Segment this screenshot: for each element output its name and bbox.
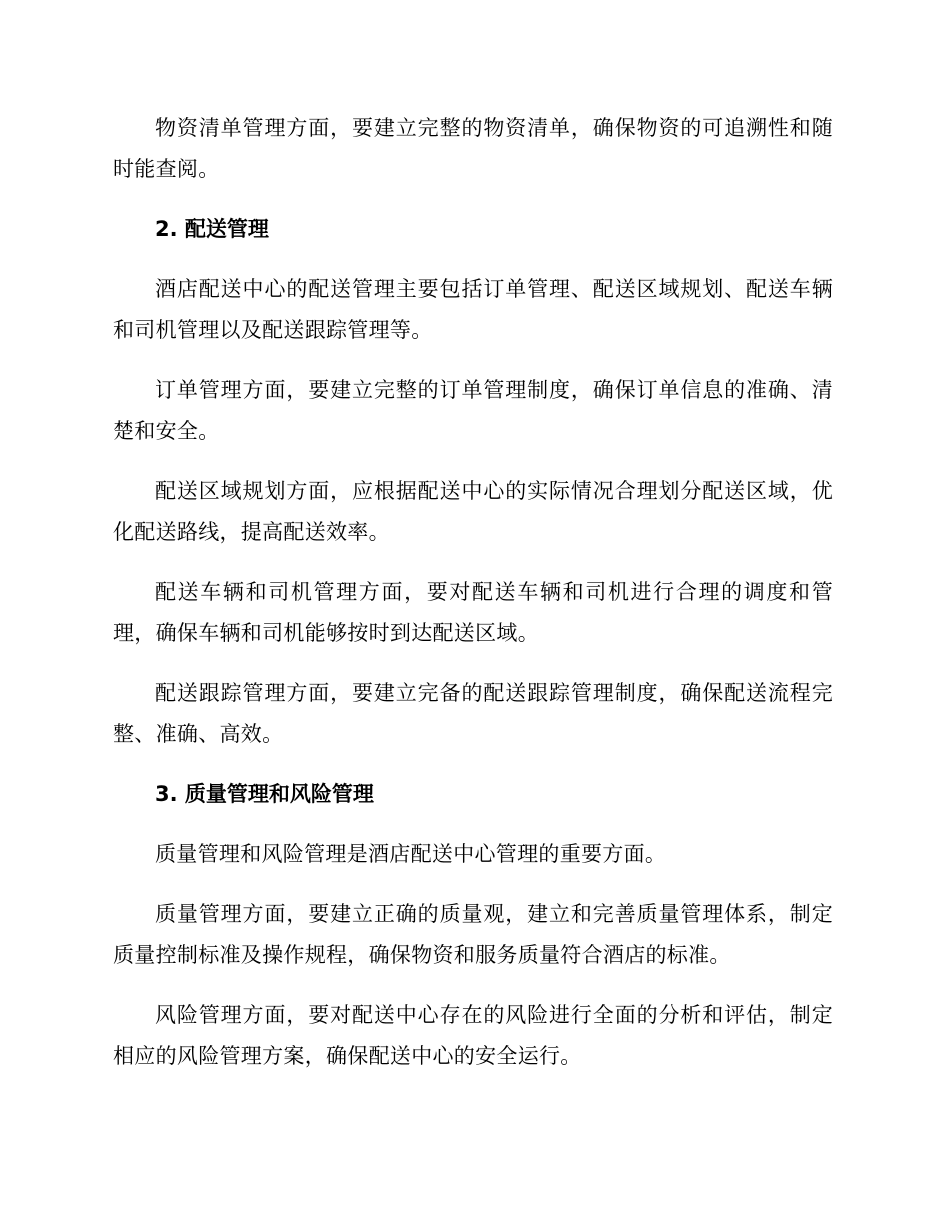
section-heading-quality-risk: 3. 质量管理和风险管理	[155, 782, 374, 806]
paragraph-area-planning: 配送区域规划方面，应根据配送中心的实际情况合理划分配送区域，优化配送路线，提高配送效率。	[113, 479, 833, 544]
paragraph-vehicle-driver: 配送车辆和司机管理方面，要对配送车辆和司机进行合理的调度和管理，确保车辆和司机能够按时到达配送区域。	[113, 580, 833, 645]
section-heading-delivery: 2. 配送管理	[155, 217, 269, 241]
paragraph-risk-management: 风险管理方面，要对配送中心存在的风险进行全面的分析和评估，制定相应的风险管理方案，确保配送中心的安全运行。	[113, 1003, 833, 1068]
paragraph-quality-management: 质量管理方面，要建立正确的质量观，建立和完善质量管理体系，制定质量控制标准及操作规程，确保物资和服务质量符合酒店的标准。	[113, 902, 833, 967]
document-body	[113, 108, 833, 1096]
paragraph-quality-risk-overview: 质量管理和风险管理是酒店配送中心管理的重要方面。	[155, 842, 667, 866]
paragraph-tracking: 配送跟踪管理方面，要建立完备的配送跟踪管理制度，确保配送流程完整、准确、高效。	[113, 681, 833, 746]
paragraph-delivery-overview: 酒店配送中心的配送管理主要包括订单管理、配送区域规划、配送车辆和司机管理以及配送跟踪管理等。	[113, 277, 833, 342]
paragraph-order-management: 订单管理方面，要建立完整的订单管理制度，确保订单信息的准确、清楚和安全。	[113, 378, 833, 443]
paragraph-inventory-list: 物资清单管理方面，要建立完整的物资清单，确保物资的可追溯性和随时能查阅。	[113, 116, 833, 181]
